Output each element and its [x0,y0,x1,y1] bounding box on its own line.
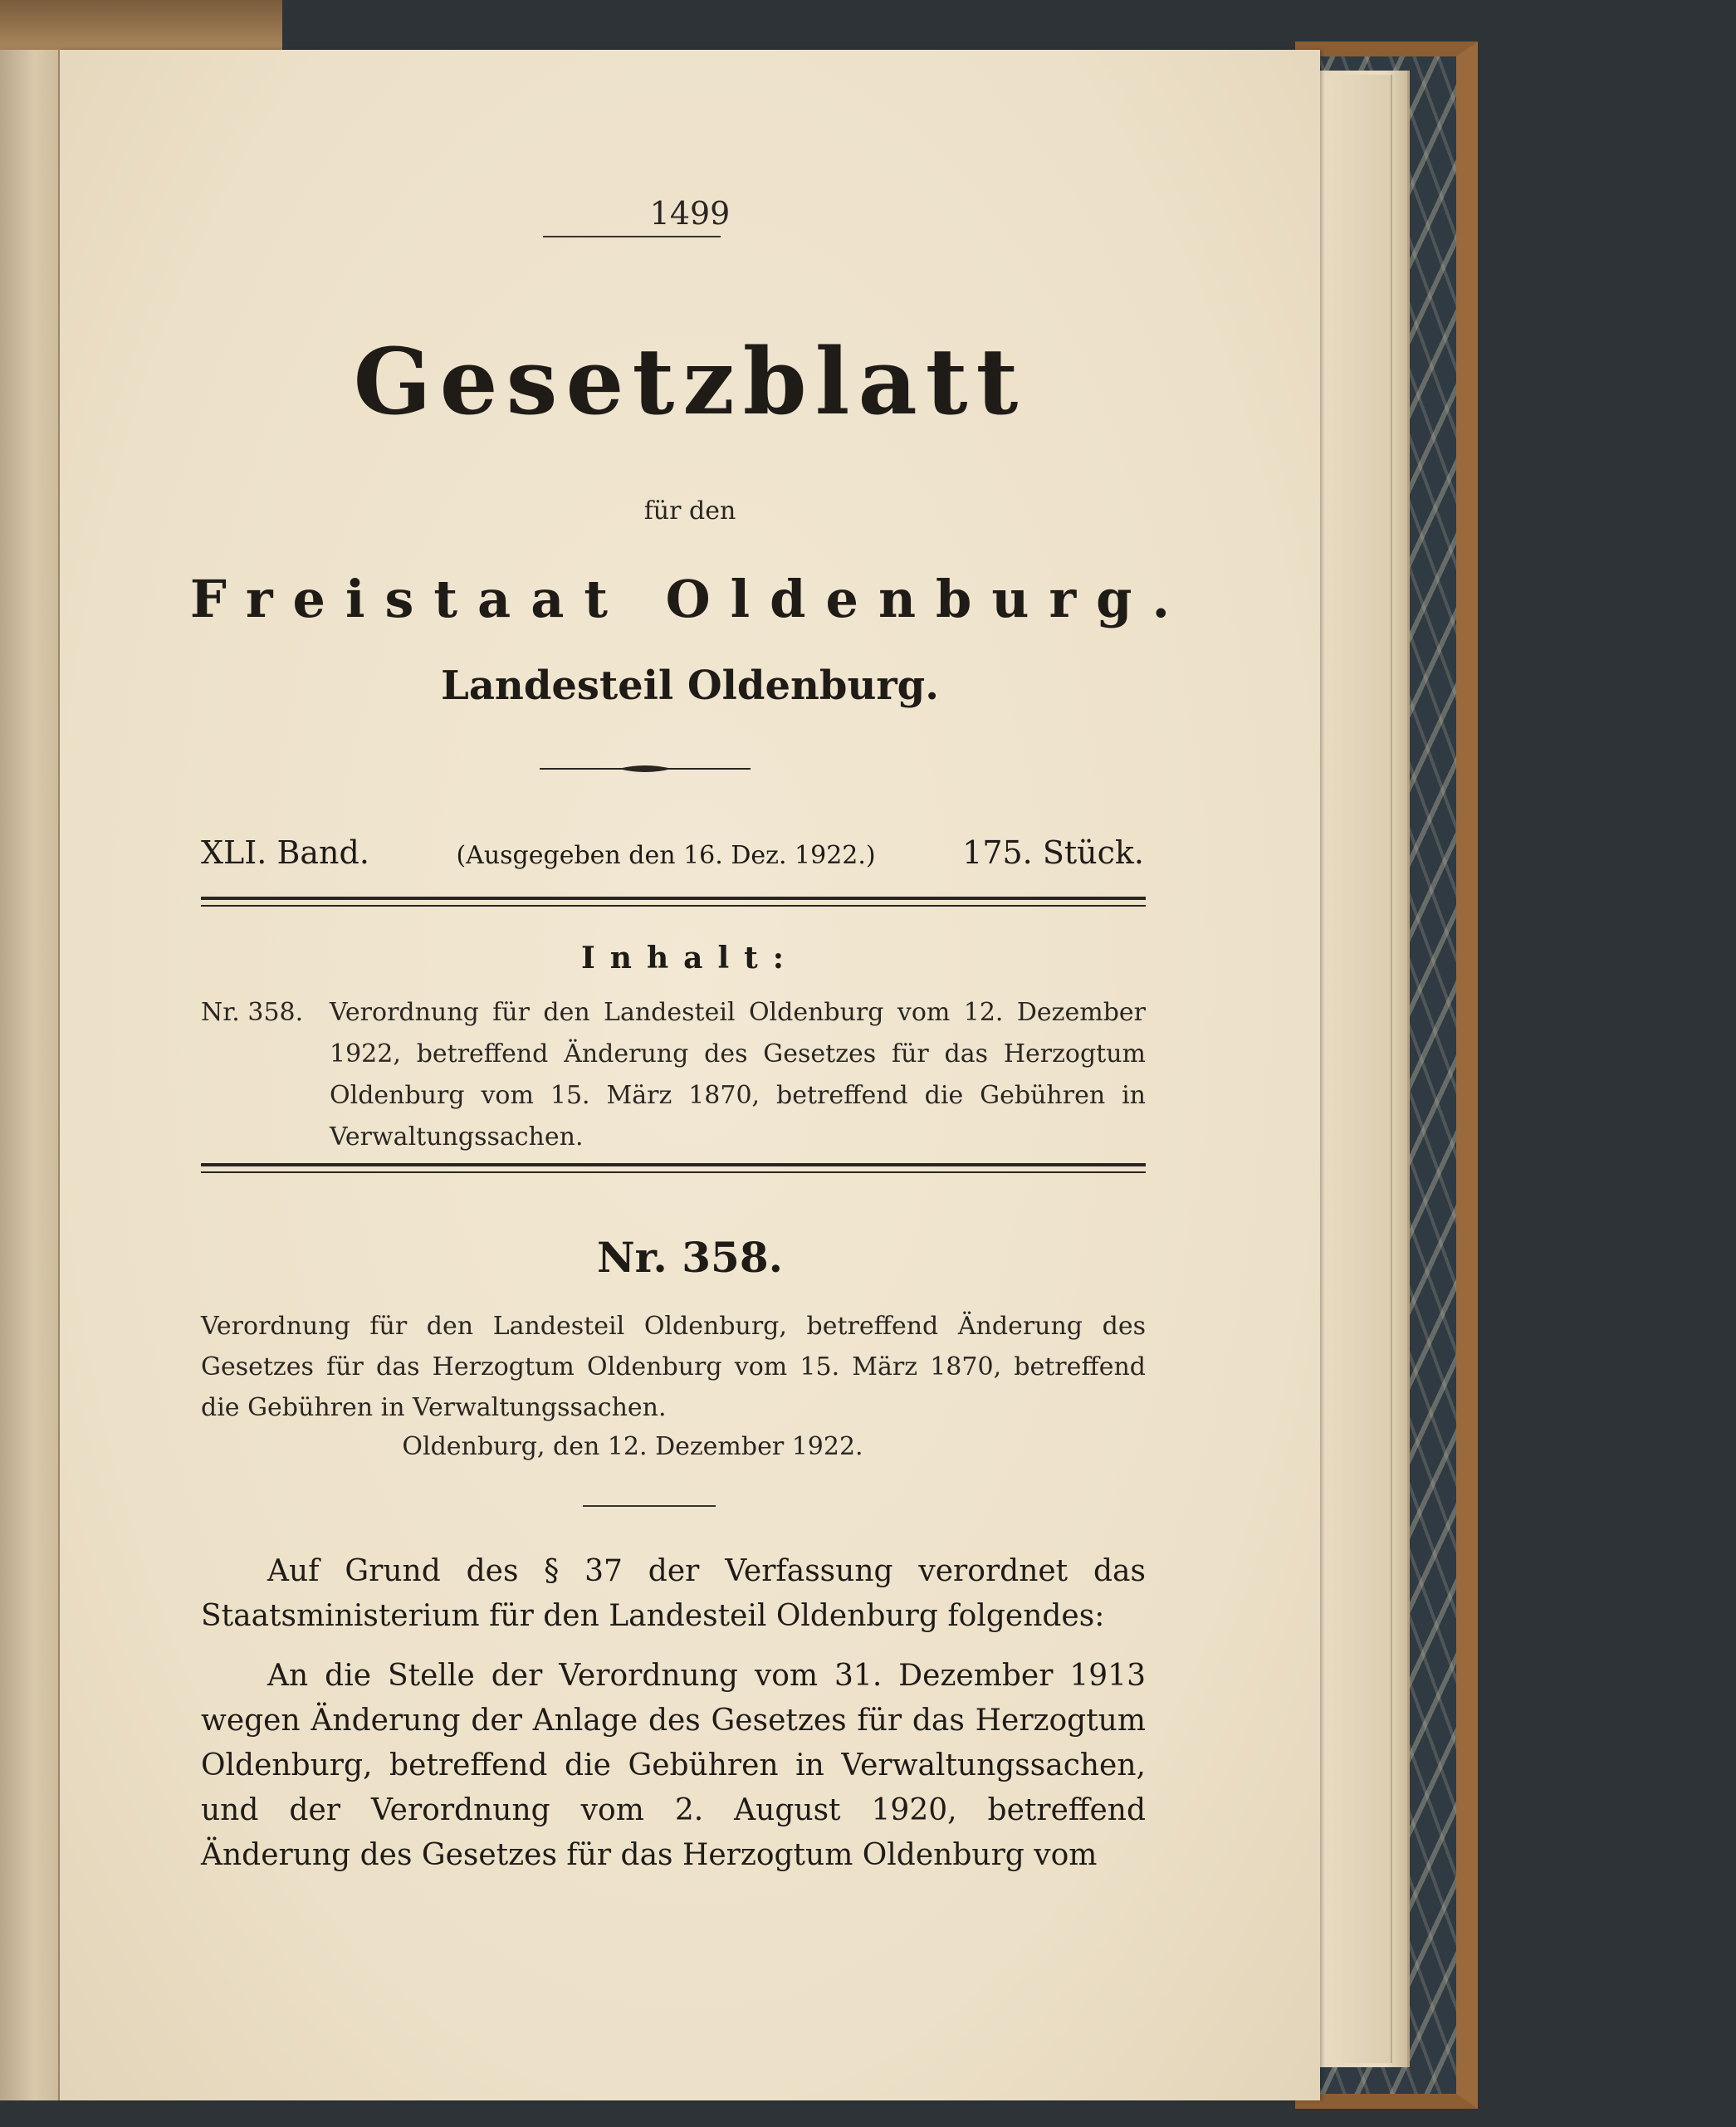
article-number: Nr. 358. [596,1233,784,1282]
masthead-for-the: für den [643,496,736,526]
double-rule-top [201,897,1146,907]
issue-volume: XLI. Band. [201,834,369,871]
document-page [60,50,1320,2100]
article-rule [583,1505,716,1507]
page-stack-edge-inner [1324,75,1392,2063]
issue-line [201,834,1144,871]
previous-page-edge [0,50,60,2100]
article-paragraph-1: Auf Grund des § 37 der Verfassung verordnet das Staatsministerium für den Landesteil Oldenburg folgendes: [201,1554,1146,1633]
double-rule-bottom [201,1163,1146,1173]
issue-date: (Ausgegeben den 16. Dez. 1922.) [456,841,876,870]
page-number: 1499 [649,195,731,232]
contents-entry-text: Verordnung für den Landesteil Oldenburg vom 12. Dezember 1922, betreffend Änderung des Gesetzes für das Herzogtum Oldenburg vom 15. März 1870, betreffend die Gebühren in Verwaltungssachen. [330,998,1146,1152]
article-place-date: Oldenburg, den 12. Dezember 1922. [402,1432,863,1461]
masthead-region: Landesteil Oldenburg. [441,663,939,709]
masthead-state: Freistaat Oldenburg. [189,569,1191,629]
article-subject [201,1306,1146,1428]
article-subject-text: Verordnung für den Landesteil Oldenburg, betreffend Änderung des Gesetzes für das Herzogtum Oldenburg vom 15. März 1870, betreffend die Gebühren in Verwaltungssachen. [201,1312,1146,1422]
masthead-title: Gesetzblatt [353,328,1027,435]
contents-entry [201,992,1146,1158]
page-number-rule [543,236,721,237]
ornament-divider [540,762,751,775]
article-paragraph-2: An die Stelle der Verordnung vom 31. Dezember 1913 wegen Änderung der Anlage des Gesetzes für das Herzogtum Oldenburg, betreffend die Gebühren in Verwaltungssachen, und der Verordnung vom 2. August 1920, betreffend Änderung des Gesetzes für das Herzogtum Oldenburg vom [201,1659,1146,1872]
contents-entry-number: Nr. 358. [201,998,304,1027]
contents-heading: Inhalt: [580,941,800,975]
issue-piece: 175. Stück. [962,834,1144,871]
